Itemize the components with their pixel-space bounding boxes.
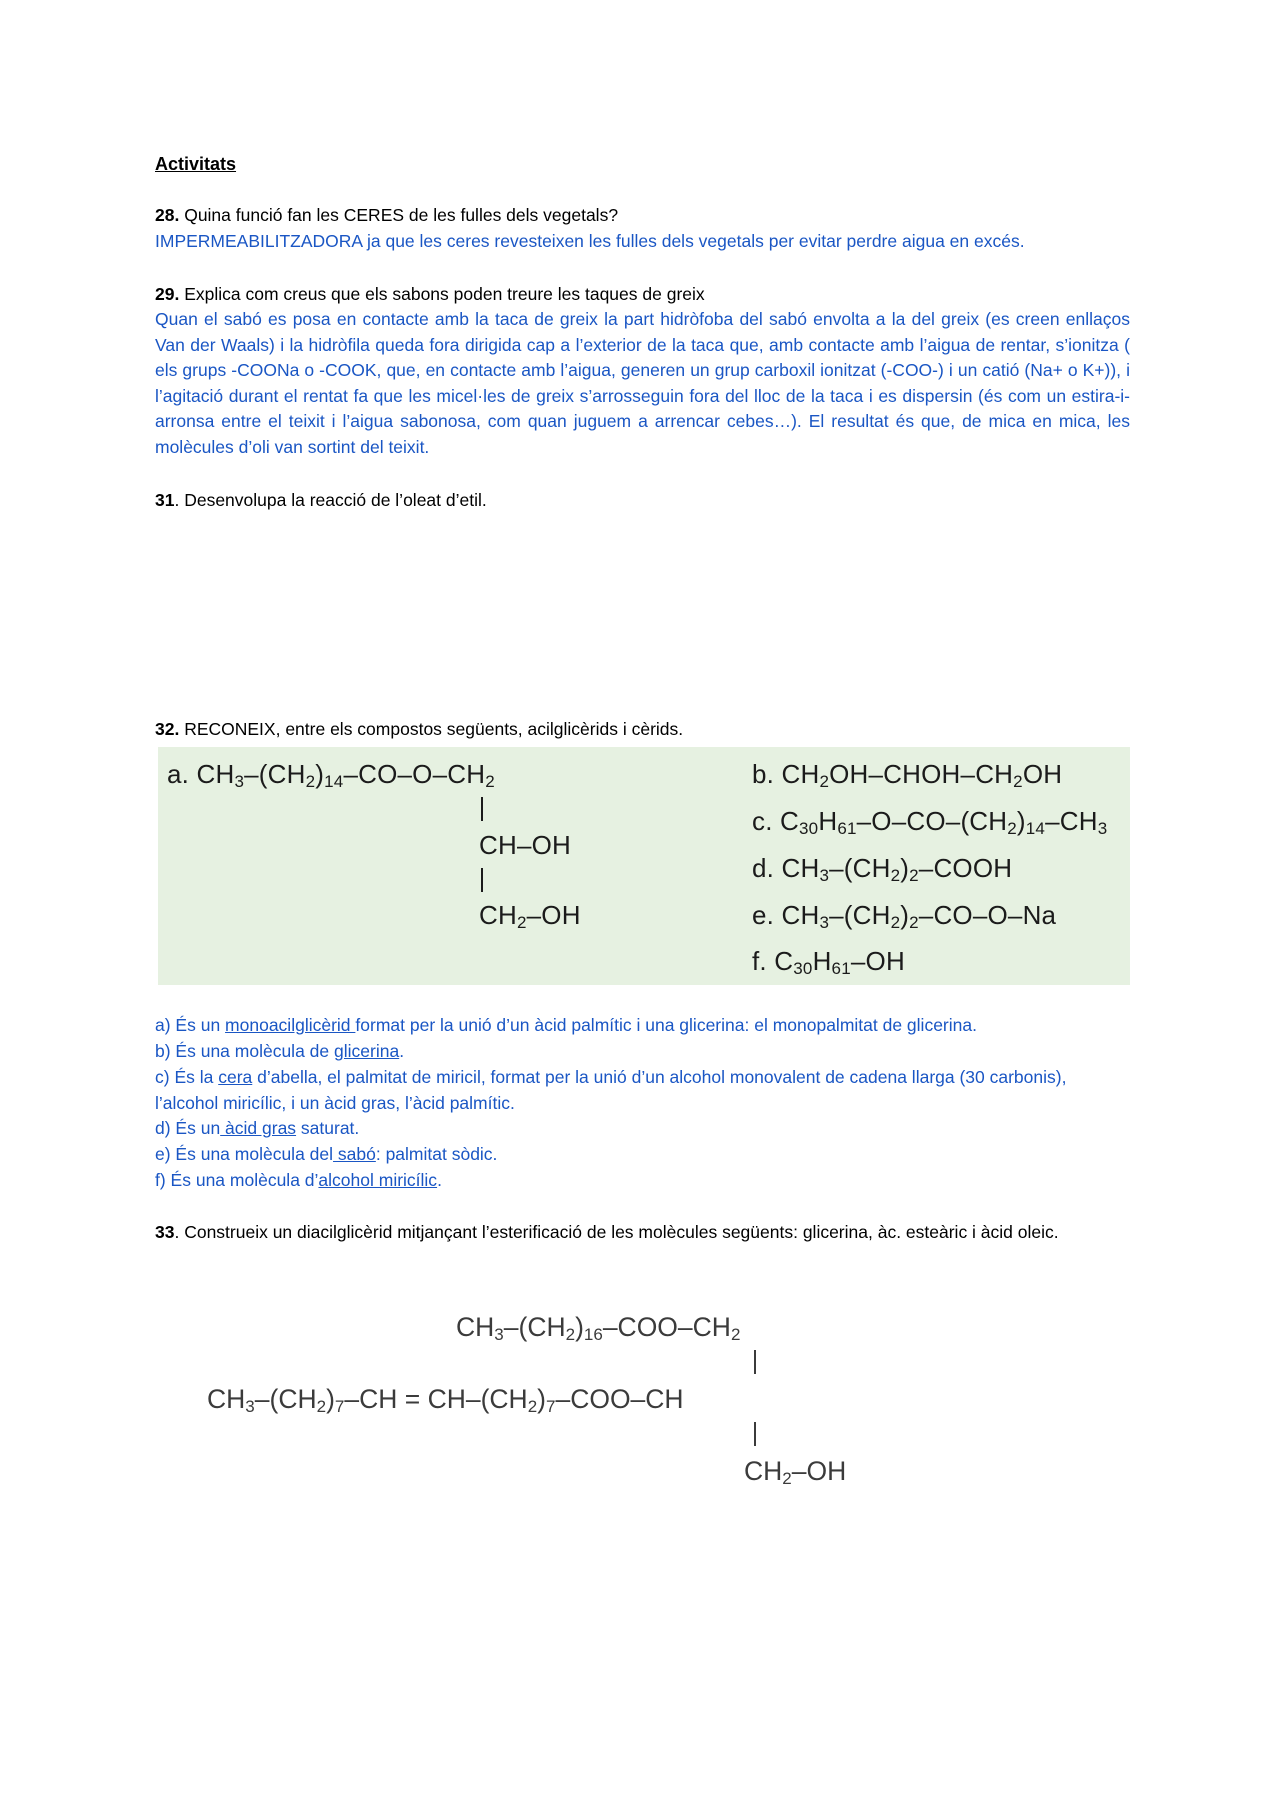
compounds-figure (158, 747, 1130, 985)
term-link[interactable]: sabó (333, 1144, 376, 1164)
question-number: 29. (155, 284, 180, 304)
bond-line (754, 1350, 756, 1374)
question-text: . Construeix un diacilglicèrid mitjançant l’esterificació de les molècules següents: glicerina, àc. esteàric i àcid oleic. (174, 1222, 1059, 1242)
question-text: Explica com creus que els sabons poden treure les taques de greix (184, 284, 705, 304)
answer-32b: b) És una molècula de glicerina. (155, 1041, 405, 1061)
answer-32e: e) És una molècula del sabó: palmitat sòdic. (155, 1144, 498, 1164)
term-link[interactable]: monoacilglicèrid (225, 1015, 356, 1035)
formula-line3: $CH_2-OH$ (744, 1456, 847, 1488)
formula-line1: $CH_3-(CH_2)_{16}-COO-CH_2$ (456, 1312, 741, 1344)
term-link[interactable]: alcohol miricílic (318, 1170, 438, 1190)
compound-c: c. $C_{30}H_{61}-O-CO-(CH_2)_{14}-CH_3$ (752, 806, 1108, 838)
term-link[interactable]: glicerina (334, 1041, 400, 1061)
compound-a-line3: $CH_2-OH$ (479, 900, 581, 932)
question-number: 28. (155, 205, 180, 225)
compound-f: f. $C_{30}H_{61}-OH$ (752, 946, 905, 978)
question-number: 31 (155, 490, 175, 510)
question-33 (155, 1220, 1130, 1246)
answer-32c: c) És la cera d’abella, el palmitat de miricil, format per la unió d’un alcohol monovalent de cadena llarga (30 carbonis), l’alcohol miricílic, i un àcid gras, l’àcid palmític. (155, 1067, 1067, 1113)
bond-line (481, 797, 483, 821)
compound-b: b. $CH_2OH-CHOH-CH_2OH$ (752, 759, 1063, 791)
answer-32d: d) És un àcid gras saturat. (155, 1118, 360, 1138)
question-31 (155, 488, 1130, 514)
answer-28: IMPERMEABILITZADORA ja que les ceres revesteixen les fulles dels vegetals per evitar perdre aigua en excés. (155, 231, 1025, 251)
formula-line2: $CH_3-(CH_2)_7-CH = CH-(CH_2)_7-COO-CH$ (207, 1384, 684, 1416)
question-28 (155, 203, 1130, 229)
compound-a-line2: CH–OH (479, 830, 572, 860)
question-text: RECONEIX, entre els compostos següents, acilglicèrids i cèrids. (179, 719, 684, 739)
question-text: Quina funció fan les CERES de les fulles dels vegetals? (184, 205, 619, 225)
answer-32a: a) És un monoacilglicèrid format per la unió d’un àcid palmític i una glicerina: el monopalmitat de glicerina. (155, 1015, 977, 1035)
bond-line (754, 1422, 756, 1446)
compound-e: e. $CH_3-(CH_2)_2-CO-O-Na$ (752, 900, 1057, 932)
question-number: 32. (155, 719, 180, 739)
question-number: 33 (155, 1222, 175, 1242)
term-link[interactable]: àcid gras (220, 1118, 297, 1138)
compound-d: d. $CH_3-(CH_2)_2$–COOH (752, 853, 1013, 885)
page-heading: Activitats (155, 154, 237, 174)
bond-line (481, 868, 483, 892)
question-29 (155, 282, 1130, 308)
compound-a-line1: a. $CH_3-(CH_2)_{14}-CO-O-CH_2$ (167, 759, 495, 791)
term-link[interactable]: cera (218, 1067, 253, 1087)
answer-29: Quan el sabó es posa en contacte amb la taca de greix la part hidròfoba del sabó envolta a la del greix (es creen enllaços Van der Waals) i la hidròfila queda fora dirigida cap a l’exterior de la taca que, amb contacte amb l’aigua de rentar, s’ionitza ( els grups -COONa o -COOK, que, en contacte amb l’aigua, generen un grup carboxil ionitzat (-COO-) i un catió (Na+ o K+)), i l’agitació durant el rentat fa que les micel·les de greix s’arrosseguin fora del lloc de la taca i es dispersin (és com un estira-i-arronsa entre el teixit i l’aigua sabonosa, com quan juguem a arrencar cebes…). El resultat és que, de mica en mica, les molècules d’oli van sortint del teixit. (155, 309, 1130, 457)
question-text: . Desenvolupa la reacció de l’oleat d’etil. (174, 490, 487, 510)
answer-32f: f) És una molècula d’alcohol miricílic. (155, 1170, 442, 1190)
question-32 (155, 717, 1130, 743)
